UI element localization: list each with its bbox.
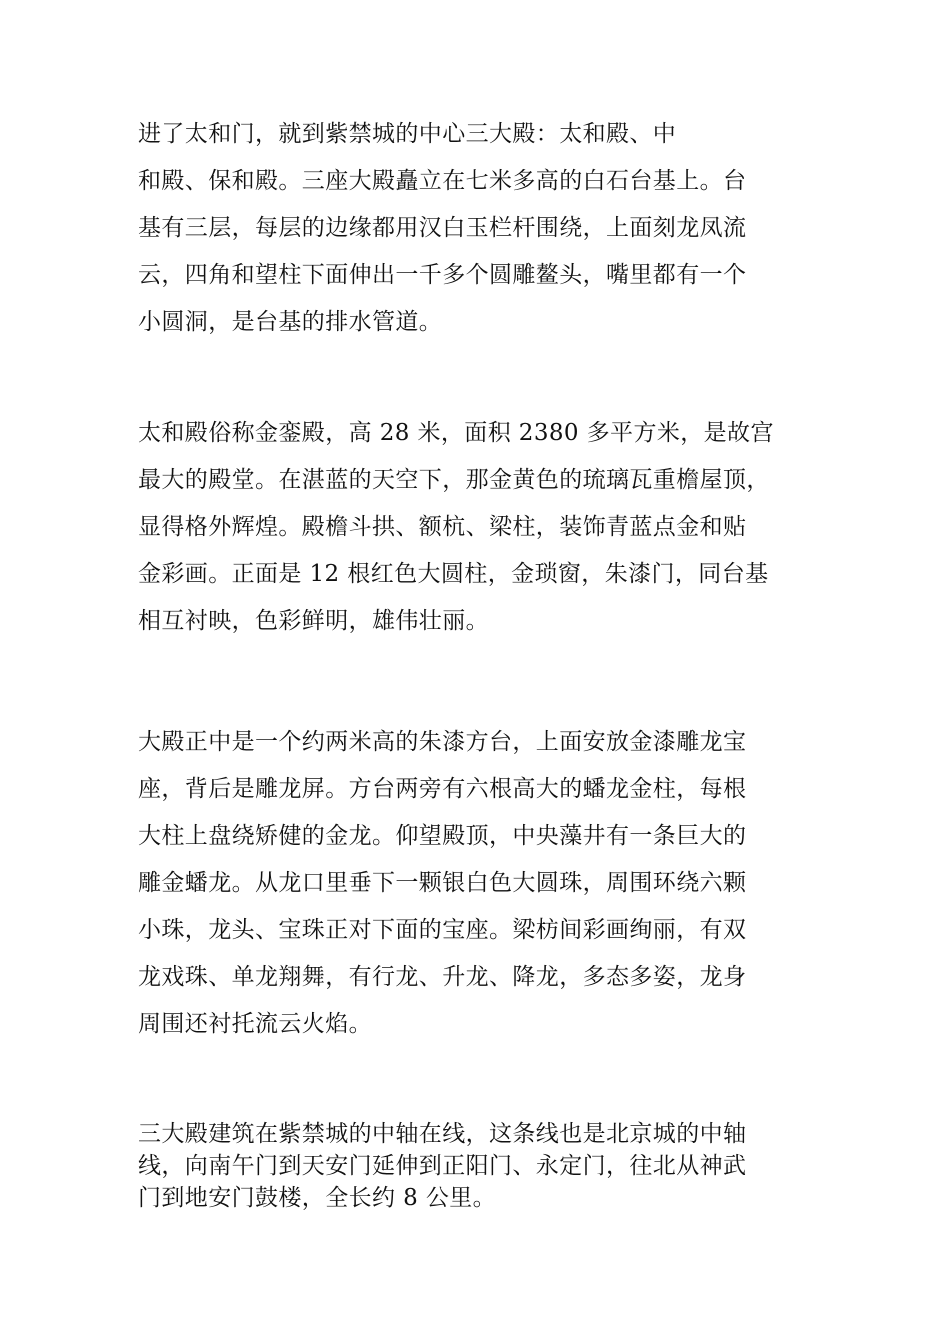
text-line: 座，背后是雕龙屏。方台两旁有六根高大的蟠龙金柱，每根 xyxy=(138,776,747,802)
text-line: 太和殿俗称金銮殿，高 28 米，面积 2380 多平方米，是故宫 xyxy=(138,420,774,446)
text-line: 云，四角和望柱下面伸出一千多个圆雕鳌头，嘴里都有一个 xyxy=(138,262,747,288)
text-line: 进了太和门，就到紫禁城的中心三大殿：太和殿、中 xyxy=(138,121,677,147)
text-line: 金彩画。正面是 12 根红色大圆柱，金琐窗，朱漆门，同台基 xyxy=(138,561,769,587)
text-line: 龙戏珠、单龙翔舞，有行龙、升龙、降龙，多态多姿，龙身 xyxy=(138,964,747,990)
paragraph-central-axis xyxy=(138,1118,810,1214)
text-line: 基有三层，每层的边缘都用汉白玉栏杆围绕，上面刻龙凤流 xyxy=(138,215,747,241)
text-line: 最大的殿堂。在湛蓝的天空下，那金黄色的琉璃瓦重檐屋顶， xyxy=(138,467,770,493)
text-line: 三大殿建筑在紫禁城的中轴在线，这条线也是北京城的中轴 xyxy=(138,1121,747,1147)
text-line: 和殿、保和殿。三座大殿矗立在七米多高的白石台基上。台 xyxy=(138,168,747,194)
text-line: 雕金蟠龙。从龙口里垂下一颗银白色大圆珠，周围环绕六颗 xyxy=(138,870,747,896)
text-line: 周围还衬托流云火焰。 xyxy=(138,1011,372,1037)
paragraph-taihe-hall xyxy=(138,410,810,645)
paragraph-throne xyxy=(138,719,810,1048)
text-line: 大殿正中是一个约两米高的朱漆方台，上面安放金漆雕龙宝 xyxy=(138,729,747,755)
paragraph-three-halls xyxy=(138,111,810,346)
text-line: 线，向南午门到天安门延伸到正阳门、永定门，往北从神武 xyxy=(138,1153,747,1179)
text-line: 小珠，龙头、宝珠正对下面的宝座。梁枋间彩画绚丽，有双 xyxy=(138,917,747,943)
text-line: 小圆洞，是台基的排水管道。 xyxy=(138,309,443,335)
text-line: 门到地安门鼓楼，全长约 8 公里。 xyxy=(138,1185,497,1211)
text-line: 显得格外辉煌。殿檐斗拱、额杭、梁柱，装饰青蓝点金和贴 xyxy=(138,514,747,540)
text-line: 相互衬映，色彩鲜明，雄伟壮丽。 xyxy=(138,608,489,634)
text-line: 大柱上盘绕矫健的金龙。仰望殿顶，中央藻井有一条巨大的 xyxy=(138,823,747,849)
